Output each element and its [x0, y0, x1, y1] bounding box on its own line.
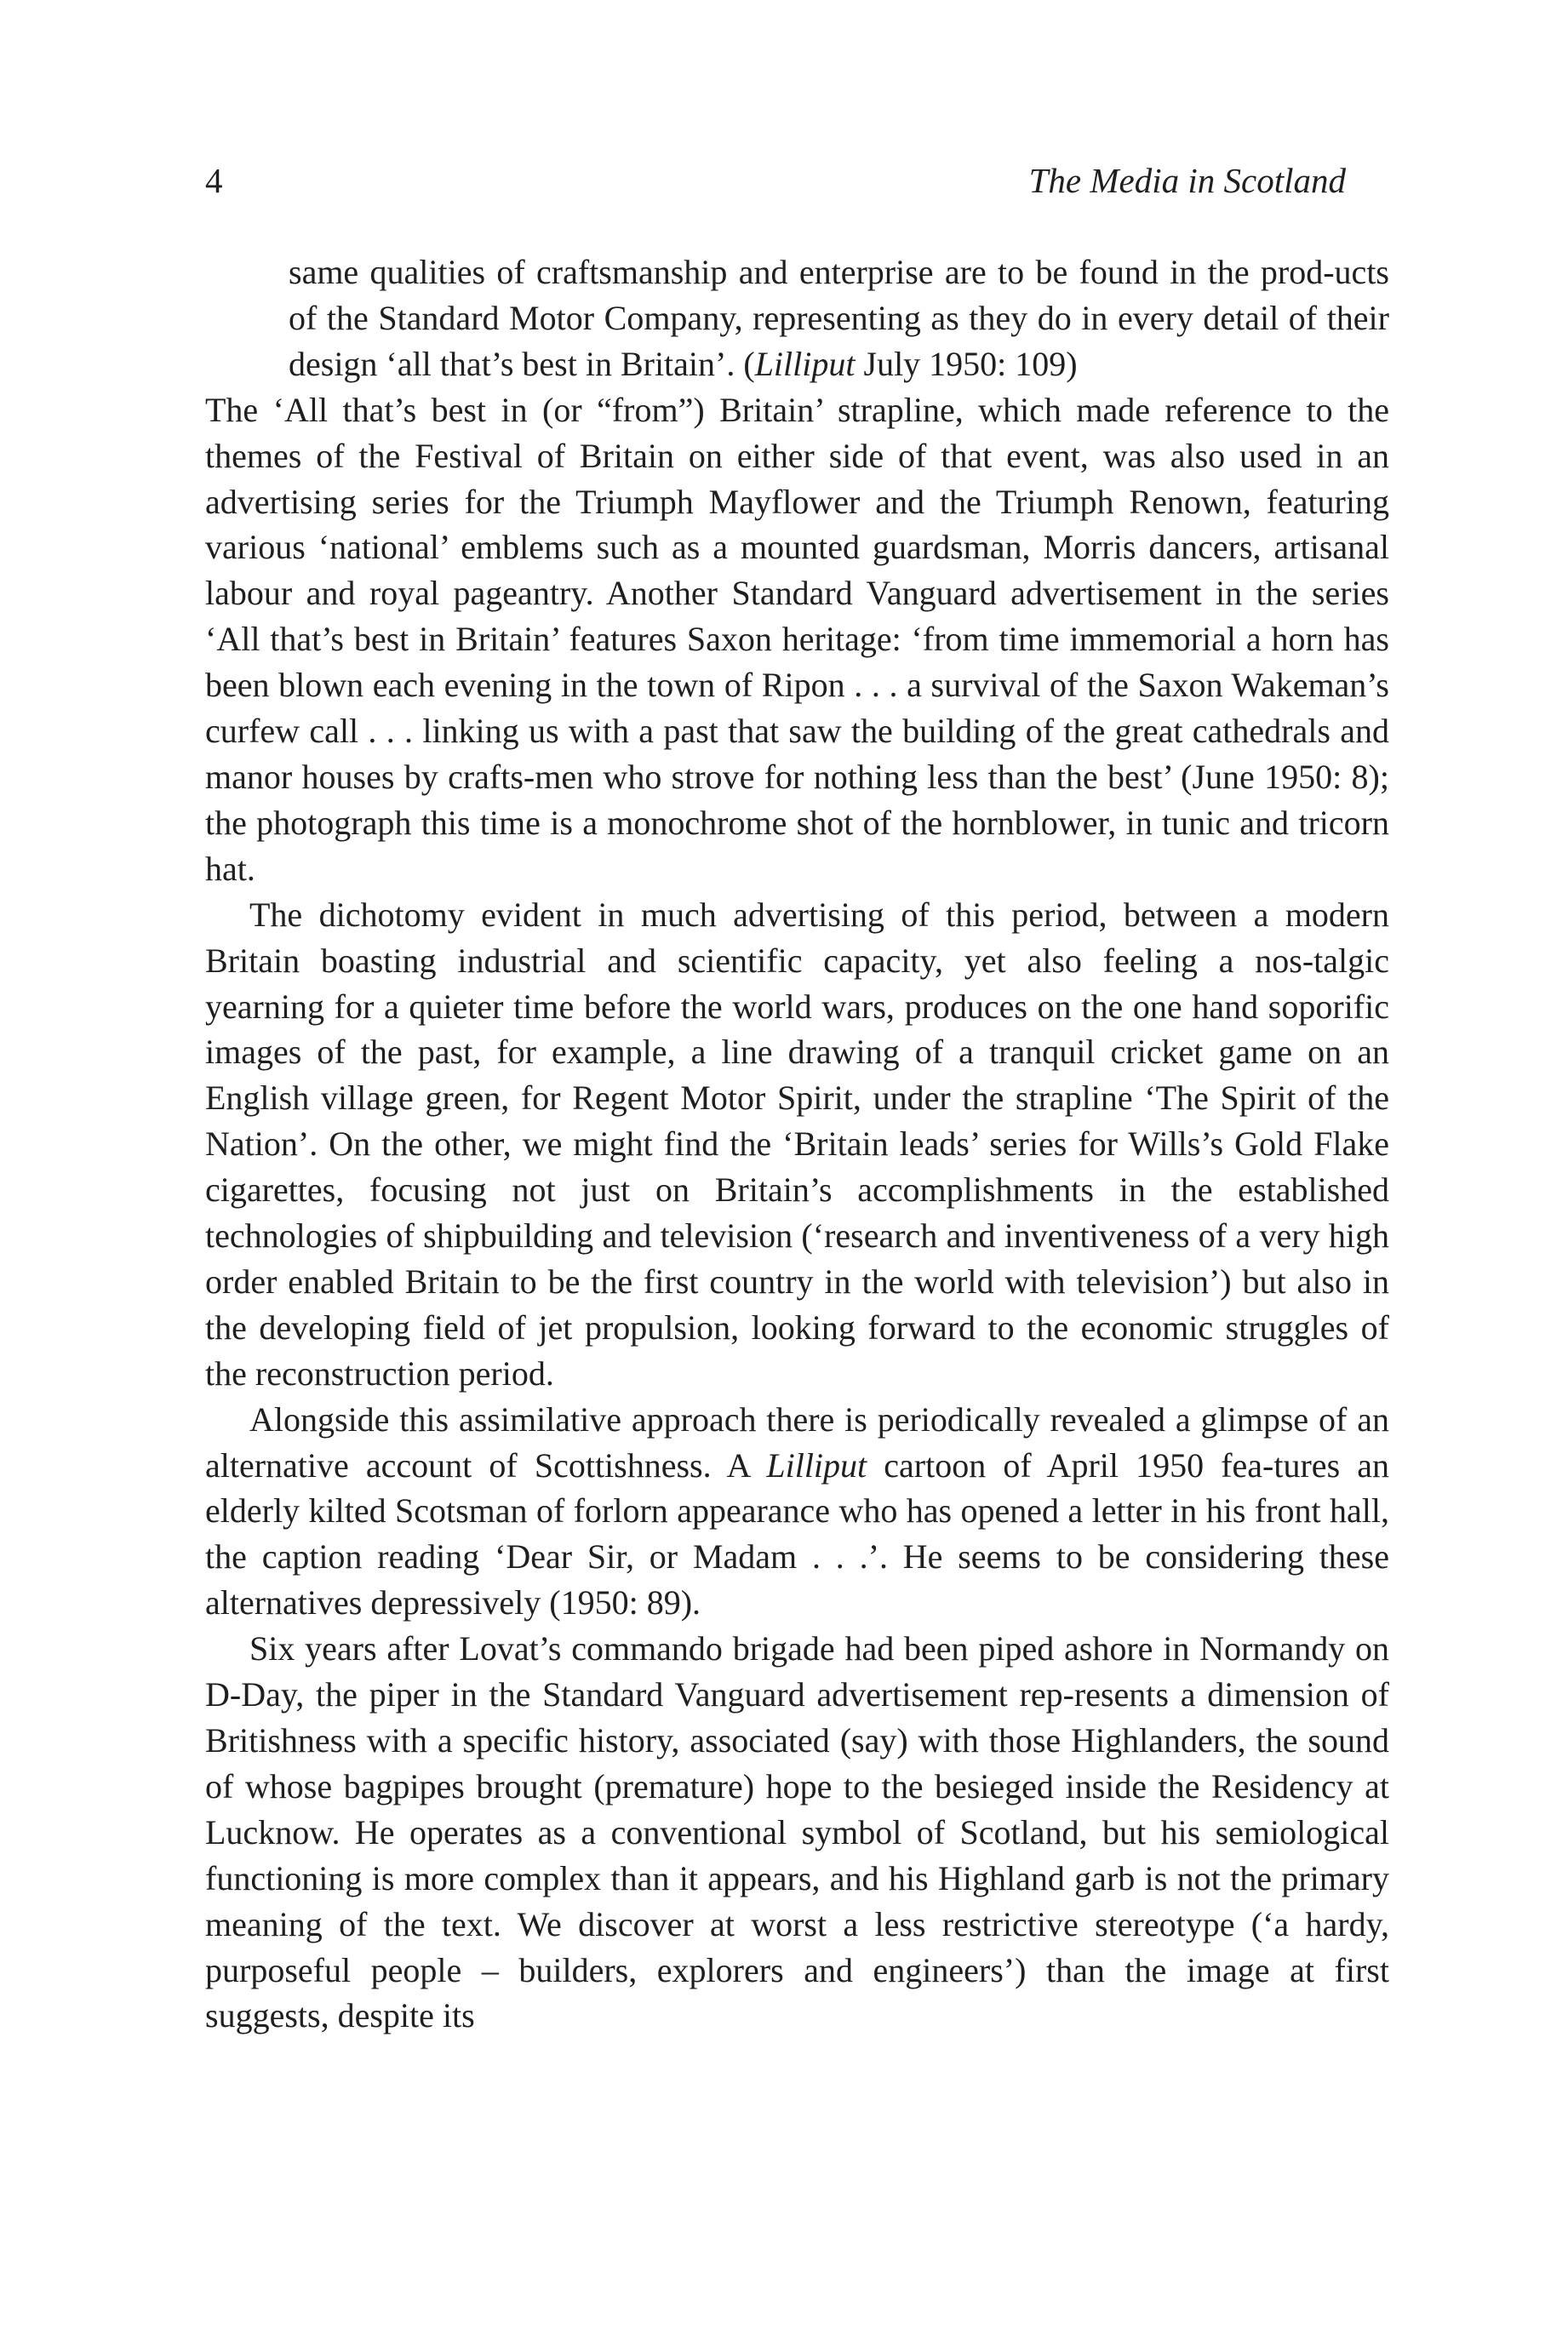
running-title: The Media in Scotland [1028, 161, 1346, 200]
body-text [205, 249, 1389, 2039]
page-number: 4 [205, 161, 223, 200]
block-quote [205, 249, 1389, 387]
quote-text: same qualities of craftsmanship and enterprise are to be found in the prod-ucts of the Standard Motor Company, representing as they do in every detail of their design ‘all that’s best in Britain’. ( [289, 253, 1389, 383]
running-head [205, 155, 1346, 206]
quote-citation: July 1950: 109) [855, 344, 1078, 383]
paragraph-2: The dichotomy evident in much advertising of this period, between a modern Britain boasting industrial and scientific capacity, yet also feeling a nos-talgic yearning for a quieter time before the world wars, produces on the one hand soporific images of the past, for example, a line drawing of a tranquil cricket game on an English village green, for Regent Motor Spirit, under the strapline ‘The Spirit of the Nation’. On the other, we might find the ‘Britain leads’ series for Wills’s Gold Flake cigarettes, focusing not just on Britain’s accomplishments in the established technologies of shipbuilding and television (‘research and inventiveness of a very high order enabled Britain to be the first country in the world with television’) but also in the developing field of jet propulsion, looking forward to the economic struggles of the reconstruction period. [205, 895, 1389, 1393]
paragraph-4: Six years after Lovat’s commando brigade had been piped ashore in Normandy on D-Day, the piper in the Standard Vanguard advertisement rep-resents a dimension of Britishness with a specific history, associated (say) with those Highlanders, the sound of whose bagpipes brought (premature) hope to the besieged inside the Residency at Lucknow. He operates as a conventional symbol of Scotland, but his semiological functioning is more complex than it appears, and his Highland garb is not the primary meaning of the text. We discover at worst a less restrictive stereotype (‘a hardy, purposeful people – builders, explorers and engineers’) than the image at first suggests, despite its [205, 1629, 1389, 2035]
paragraph-3-text-a: Alongside this assimilative approach there is periodically revealed a glimpse of an alternative account of Scottishness. A [205, 1399, 1389, 1485]
paragraph-1: The ‘All that’s best in (or “from”) Britain’ strapline, which made reference to the themes of the Festival of Britain on either side of that event, was also used in an advertising series for the Triumph Mayflower and the Triumph Renown, featuring various ‘national’ emblems such as a mounted guardsman, Morris dancers, artisanal labour and royal pageantry. Another Standard Vanguard advertisement in the series ‘All that’s best in Britain’ features Saxon heritage: ‘from time immemorial a horn has been blown each evening in the town of Ripon . . . a survival of the Saxon Wakeman’s curfew call . . . linking us with a past that saw the building of the great cathedrals and manor houses by crafts-men who strove for nothing less than the best’ (June 1950: 8); the photograph this time is a monochrome shot of the hornblower, in tunic and tricorn hat. [205, 390, 1389, 888]
quote-source-title: Lilliput [754, 344, 856, 383]
paragraph-3-text-b: cartoon of April 1950 fea-tures an elderly kilted Scotsman of forlorn appearance who has opened a letter in his front hall, the caption reading ‘Dear Sir, or Madam . . .’. He seems to be considering these alternatives depressively (1950: 89). [205, 1445, 1389, 1622]
paragraph-3-italic: Lilliput [766, 1445, 867, 1485]
paragraph-3 [205, 1397, 1389, 1627]
